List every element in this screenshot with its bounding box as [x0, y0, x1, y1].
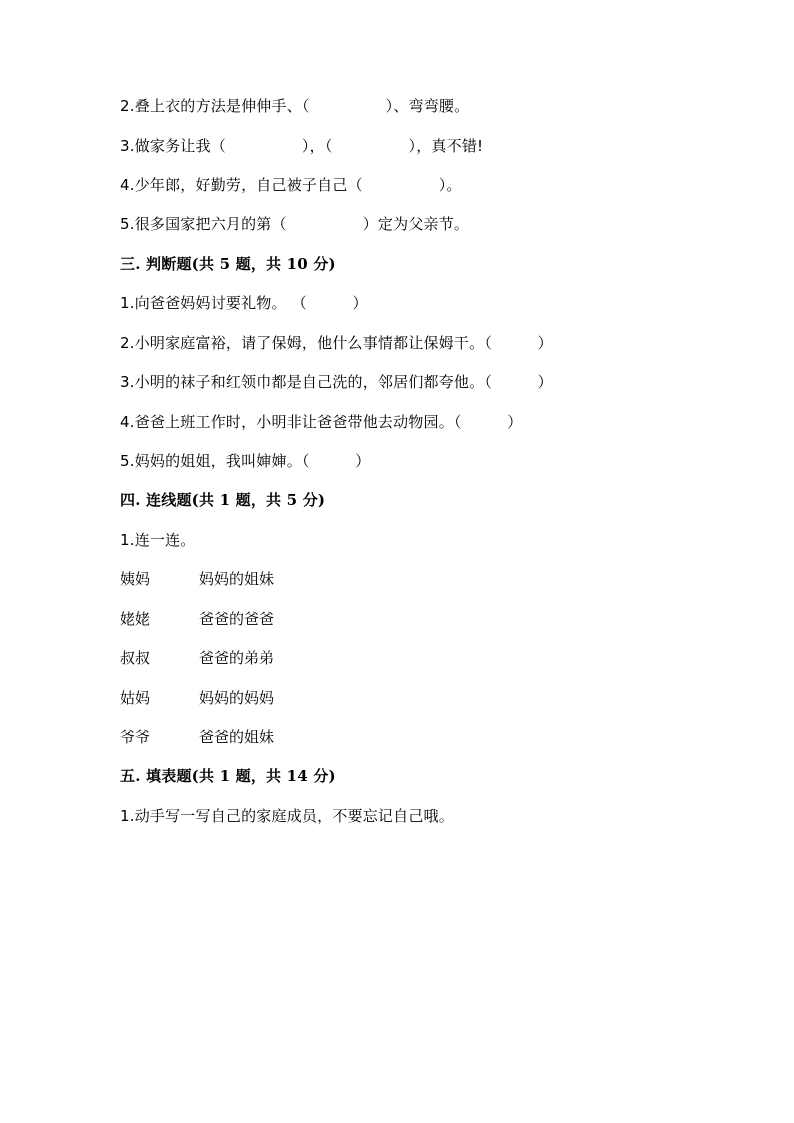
- match-right-item: 妈妈的姐妹: [199, 570, 275, 588]
- judgement-question-1: 1.向爸爸妈妈讨要礼物。 （ ）: [120, 294, 368, 312]
- judgement-question-2: 2.小明家庭富裕，请了保姆，他什么事情都让保姆干。（ ）: [120, 334, 553, 352]
- section-heading-matching: 四. 连线题(共 1 题，共 5 分): [120, 491, 326, 509]
- match-right-item: 爸爸的姐妹: [199, 728, 275, 746]
- judgement-question-4: 4.爸爸上班工作时，小明非让爸爸带他去动物园。（ ）: [120, 413, 523, 431]
- table-question: 1.动手写一写自己的家庭成员，不要忘记自己哦。: [120, 807, 454, 825]
- matching-question: 1.连一连。: [120, 531, 196, 549]
- fill-question-4: 4.少年郎，好勤劳，自己被子自己（ ）。: [120, 176, 462, 194]
- match-right-item: 爸爸的弟弟: [199, 649, 275, 667]
- judgement-question-5: 5.妈妈的姐姐，我叫婶婶。（ ）: [120, 452, 371, 470]
- section-heading-judgement: 三. 判断题(共 5 题，共 10 分): [120, 255, 336, 273]
- fill-question-3: 3.做家务让我（ ），（ ），真不错!: [120, 137, 484, 155]
- fill-question-2: 2.叠上衣的方法是伸伸手、（ ）、弯弯腰。: [120, 97, 470, 115]
- match-right-item: 妈妈的妈妈: [199, 689, 275, 707]
- match-left-item: 姥姥: [120, 610, 151, 628]
- match-left-item: 姑妈: [120, 689, 151, 707]
- judgement-question-3: 3.小明的袜子和红领巾都是自己洗的，邻居们都夸他。（ ）: [120, 373, 553, 391]
- section-heading-table: 五. 填表题(共 1 题，共 14 分): [120, 767, 336, 785]
- match-right-item: 爸爸的爸爸: [199, 610, 275, 628]
- match-left-item: 叔叔: [120, 649, 151, 667]
- fill-question-5: 5.很多国家把六月的第（ ）定为父亲节。: [120, 215, 470, 233]
- match-left-item: 姨妈: [120, 570, 151, 588]
- match-left-item: 爷爷: [120, 728, 151, 746]
